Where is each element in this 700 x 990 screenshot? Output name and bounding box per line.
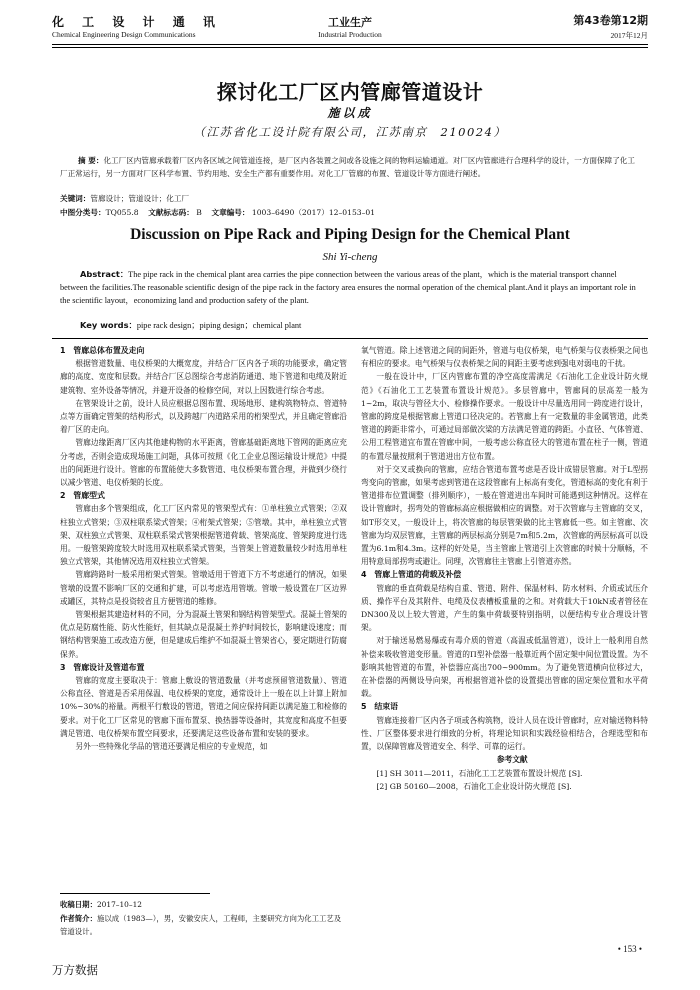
doccode-label: 文献标志码： <box>148 208 194 217</box>
body-divider <box>52 338 648 339</box>
paragraph: 一般在设计中，厂区内管廊布置的净空高度需满足《石油化工企业设计防火规范》《石油化工工艺装置布置设计规范》。多层管廊中，管廊间的层高差一般为1~2m，取决与管径大小、检修操作要求。一般设计中尽量选用同一跨度进行设计，管廊的跨度是根据管廊上管道口径决定的。若管廊上有一定数量的非金属管道，此类管道的跨距非常小，可通过局部做次梁的方法满足管道的跨距。小直径、气体管道、公用工程管道宜布置在管廊中间，一般考虑公称直径大的管道布置在柱子一侧，管道的布置尽量按照利于管道进出方位布置。 <box>361 372 648 461</box>
paragraph: 根据管道数量、电仪桥架的大概宽度，并结合厂区内各子项的功能要求，确定管廊的高度、宽度和层数。并结合厂区总图综合考虑消防通道、地下管道和电缆及附近建筑物、室外设备等情况，并避开设备的检修空间，对以上因数进行综合考虑。 <box>60 359 347 395</box>
section-heading: 4 管廊上管道的荷载及补偿 <box>361 570 462 580</box>
paragraph: 在管架设计之前，设计人员应根据总图布置、现场地形、建构筑物特点、管道特点等方面确定管架的结构形式，以及跨越厂内道路采用的桁架型式，并且确定管廊沿着厂区的走向。 <box>60 398 347 435</box>
bio-value: 施以成（1983—），男，安徽安庆人，工程师，主要研究方向为化工工艺及管道设计。 <box>60 914 342 936</box>
paragraph: 管廊跨路时一般采用桁架式管架。管墩适用于管道下方不考虑通行的情况，如果管墩的设置不影响厂区的交通和扩建，可以考虑选用管墩。管墩一般设置在厂区边界或罐区，其特点是投资较省且方便管道的维修。 <box>60 570 347 606</box>
received-label: 收稿日期： <box>60 900 97 909</box>
abstract-en <box>60 268 642 307</box>
paragraph: 管廊由多个管架组成，化工厂区内常见的管架型式有：①单柱独立式管架；②双柱独立式管架；③双柱联系梁式管架；④桁架式管架；⑤管墩。其中，单柱独立式管架、双柱独立式管架、双柱联系梁式管架根据管道荷载、管架高度、管架跨度进行选用。一般管架跨度较大时选用双柱联系梁式管架，当管架上管道数量较少时选用单柱独立式管架，其他情况选用双柱独立式管架。 <box>60 504 347 567</box>
abstract-cn-label: 摘 要： <box>78 156 104 165</box>
volume-issue: 第43卷第12期 <box>573 14 648 27</box>
page-number: • 153 • <box>617 944 642 954</box>
paragraph: 氧气管道。除上述管道之间的间距外，管道与电仪桥架，电气桥架与仪表桥架之间也有相应的要求。电气桥架与仪表桥架之间的间距主要考虑到强电对弱电的干扰。 <box>361 346 648 369</box>
section-heading: 2 管廊型式 <box>60 491 105 501</box>
abstract-en-text: The pipe rack in the chemical plant area carries the pipe connection between the various areas of the plant，which is the material transport channel between the facilities.The reasonable scientific design of the pipe rack in the factory area ensures the normal operation of the chemical plant.And it plays an important role in the scientific layout，economizing land and production safety of the plant. <box>60 270 636 305</box>
reference-item: [1] SH 3011—2011，石油化工工艺装置布置设计规范 [S]. <box>376 768 583 778</box>
references-heading: 参考文献 <box>496 755 528 765</box>
doccode-value: B <box>196 208 202 217</box>
journal-name-en: Chemical Engineering Design Communications <box>52 30 196 39</box>
section-heading: 5 结束语 <box>361 702 399 712</box>
received-date <box>60 898 347 911</box>
paragraph: 对于输送易燃易爆或有毒介质的管道（高温或低温管道），设计上一般利用自然补偿来吸收管道变形量。管道的Π型补偿器一般靠近两个固定架中间位置设置。为不影响其他管道的布置，补偿器应高出700~900mm。为了避免管道横向位移过大，在补偿器的两侧设导向架，再根据管道补偿的设置提出管廊的固定架位置和水平荷载。 <box>361 636 648 699</box>
paragraph: 管廊连接着厂区内各子项或各构筑物，设计人员在设计管廊时，应对输送物料特性、厂区整体要求进行细致的分析，将理论知识和实践经验相结合，合理选型和布置，以保障管廊及管道安全、科学、可靠的运行。 <box>361 715 648 752</box>
journal-name-cn: 化 工 设 计 通 讯 <box>52 15 222 29</box>
paragraph: 另外一些特殊化学品的管道还要满足相应的专业规范，如 <box>75 742 268 752</box>
body-column-right <box>361 344 648 793</box>
paragraph: 管廊边缘距离厂区内其他建构物的水平距离，管廊基础距离地下管网的距离应充分考虑，否则会造成现场施工问题，具体可按照《化工企业总图运输设计规范》中提出的间距进行设计。管廊的布置能使大多数管道、电仪桥架布置合理，并做到少绕行以减少管道、电仪桥架的长度。 <box>60 438 347 488</box>
article-label: 文章编号： <box>211 208 250 217</box>
keywords-cn-text: 管廊设计；管道设计；化工厂 <box>90 194 190 203</box>
article-value: 1003–6490（2017）12–0153–01 <box>251 208 376 217</box>
section-name-cn: 工业生产 <box>328 16 372 29</box>
affiliation-cn: （江苏省化工设计院有限公司，江苏南京 210024） <box>193 125 507 139</box>
paragraph: 管廊的垂直荷载是结构自重、管道、附件、保温材料、防水材料、介质或试压介质、操作平台及其附件、电缆及仪表槽板重量的之和。对荷载大于10kN或者管径在DN300及以上较大管道，产生的集中荷载要特别指明，以便结构专业合理设计管架。 <box>361 583 648 633</box>
class-value: TQ055.8 <box>105 208 139 217</box>
footnote-rule <box>60 893 210 894</box>
issue-date: 2017年12月 <box>610 31 648 40</box>
abstract-cn-text: 化工厂区内管廊承载着厂区内各区域之间管道连接，是厂区内各装置之间或各设施之间的物料运输通道。对厂区内管廊进行合理科学的设计，一方面保障了化工厂正常运行，另一方面对厂区科学布置、节约用地、安全生产都有重要作用。对化工厂管廊的布置、管道设计等方面进行阐述。 <box>60 156 635 178</box>
keywords-en-label: Key words： <box>80 320 137 330</box>
keywords-cn-label: 关键词： <box>60 194 91 203</box>
body-column-left <box>60 344 347 753</box>
header-rule-thin <box>52 47 648 48</box>
abstract-cn <box>60 154 642 180</box>
keywords-en <box>60 319 642 332</box>
section-name-en: Industrial Production <box>318 30 382 39</box>
section-heading: 3 管廊设计及管道布置 <box>60 662 145 672</box>
paragraph: 管廊的宽度主要取决于：管廊上敷设的管道数量（并考虑预留管道数量）、管道公称直径、管道是否采用保温、电仪桥架的宽度，通常设计上一般在以上计算上附加10%~30%的裕量。两根平行敷设的管道，管道之间应保持间距以满足施工和检修的要求。对于化工厂区常见的管廊下面布置泵、换热器等设备时，其宽度和高度不但要满足管道、电仪桥架布置空间要求，还要满足这些设备布置和安装的要求。 <box>60 676 347 738</box>
bio-label: 作者简介： <box>60 914 97 923</box>
article-title-en: Discussion on Pipe Rack and Piping Design for the Chemical Plant <box>130 226 570 243</box>
keywords-cn <box>60 192 642 205</box>
received-value: 2017–10–12 <box>96 900 142 909</box>
article-title-cn: 探讨化工厂区内管廊管道设计 <box>216 80 484 104</box>
author-bio <box>60 912 347 938</box>
paragraph: 管架根据其建造材料的不同，分为混凝土管架和钢结构管架型式。混凝土管架的优点是防腐性能、防火性能好，但其缺点是混凝土养护时间较长，影响建设速度；而钢结构管架施工或改造方便，但是建成后维护不如混凝土管架省心，要定期进行防腐保养。 <box>60 610 347 659</box>
section-heading: 1 管廊总体布置及走向 <box>60 346 145 355</box>
author-name-en: Shi Yi-cheng <box>322 251 378 263</box>
author-name-cn: 施以成 <box>327 106 373 120</box>
classification-line <box>60 206 642 219</box>
database-watermark: 万方数据 <box>52 963 98 977</box>
header-rule-thick <box>52 44 648 45</box>
reference-item: [2] GB 50160—2008，石油化工企业设计防火规范 [S]. <box>376 781 572 791</box>
paragraph: 对于交叉或换向的管廊，应结合管道布置考虑是否设计成错层管廊。对于L型拐弯变向的管廊，如果考虑到管道在这段管廊有上标高有变化，管道标高的变化有利于管道排布位置调整（排列顺序），一般在管道进出车间时可能遇到这种情况。这样在设计管廊时，拐弯处的管廊标高应根据做相应的调整。对于次管廊与主管廊的交叉，如T形交叉，一般设计上，将次管廊的每层管架做的比主管廊低一些。如主管廊、次管廊为均双层管廊，主管廊的两层标高分别是7m和5.2m，次管廊的两层标高可以设置为6.1m和4.3m。这样的好处是，当主管廊上管道引上次管廊的时候十分顺畅，不用特意局部拐弯或避让。同理，次管廊往主管廊上引管道亦然。 <box>361 464 648 567</box>
class-label: 中图分类号： <box>60 208 106 217</box>
abstract-en-label: Abstract： <box>80 269 129 279</box>
keywords-en-text: pipe rack design；piping design；chemical plant <box>136 321 302 330</box>
